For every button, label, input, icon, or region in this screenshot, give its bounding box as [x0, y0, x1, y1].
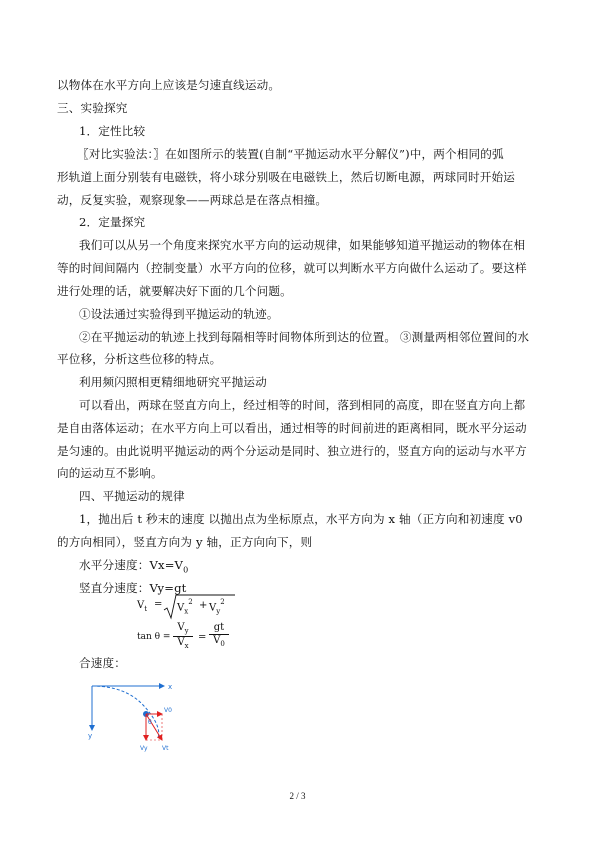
vt-lhs: $V_t$: [137, 600, 148, 613]
paragraph-line: 1，抛出后 t 秒末的速度 以抛出点为坐标原点，水平方向为 x 轴（正方向和初速度 v0: [79, 512, 523, 526]
subsection-heading: 1．定性比较: [79, 124, 146, 138]
tan-frac-2: [209, 622, 229, 648]
tan-frac-1: [173, 622, 193, 650]
vt-term-a: $V_x^2$: [177, 598, 193, 616]
paragraph-line: 合速度：: [79, 656, 126, 670]
vt-term-b: $V_y^2$: [209, 598, 225, 616]
v0-label: V0: [164, 707, 172, 714]
paragraph-line: 动，反复实验，观察现象——两球总是在落点相撞。: [57, 193, 328, 207]
paragraph-line: 等的时间间隔内（控制变量）水平方向的位移，就可以判断水平方向做什么运动了。要这样: [57, 261, 527, 275]
formula-text: x=V: [158, 558, 184, 572]
section-heading: 四、平抛运动的规律: [79, 489, 185, 503]
formula-label: 水平分速度：V: [79, 558, 158, 572]
frac-den: $V_x$: [173, 636, 193, 650]
frac-num: $V_y$: [177, 622, 189, 635]
paragraph-line: 进行处理的话，就要解决好下面的几个问题。: [57, 284, 292, 298]
formula-label: 竖直分速度：V: [79, 581, 158, 595]
section-heading: 三、实验探究: [57, 101, 128, 115]
formula-tan: [137, 622, 247, 656]
paragraph-line: 〖对比实验法：〗在如图所示的装置(自制“平抛运动水平分解仪”)中，两个相同的弧: [77, 147, 504, 161]
paragraph-line: 利用频闪照相更精细地研究平抛运动: [79, 375, 267, 389]
x-label: x: [168, 683, 173, 691]
trajectory-curve: [92, 686, 159, 738]
y-label: y: [88, 732, 93, 740]
formula-vt: [137, 592, 247, 622]
paragraph-line: 是自由落体运动；在水平方向上可以看出，通过相等的时间前进的距离相同，既水平分运动: [57, 421, 527, 435]
paragraph-line: 形轨道上面分别装有电磁铁，将小球分别吸在电磁铁上，然后切断电源，两球同时开始运: [57, 170, 516, 184]
formula-vx: [79, 558, 188, 577]
formula-sub: 0: [183, 565, 189, 575]
paragraph-line: 平位移，分析这些位移的特点。: [57, 352, 222, 366]
projectile-diagram: [86, 678, 196, 758]
paragraph-line: 以物体在水平方向上应该是匀速直线运动。: [57, 78, 281, 92]
tan-lhs: tan θ =: [137, 632, 171, 642]
subsection-heading: 2．定量探究: [79, 215, 146, 229]
formula-text: y=gt: [157, 581, 187, 595]
vt-eq: =: [154, 599, 163, 610]
vy-label: Vy: [140, 745, 148, 752]
page-number: 2 / 3: [289, 791, 306, 801]
paragraph-line: 向的运动互不影响。: [57, 466, 163, 480]
frac-den: $V_0$: [209, 634, 229, 648]
paragraph-line: 可以看出，两球在竖直方向上，经过相等的时间，落到相同的高度，即在竖直方向上都: [79, 398, 526, 412]
vt-arrow: [146, 714, 162, 740]
list-item: ①设法通过实验得到平抛运动的轨迹。: [79, 307, 279, 321]
paragraph-line: 我们可以从另一个角度来探究水平方向的运动规律，如果能够知道平抛运动的物体在相: [79, 238, 526, 252]
paragraph-line: 的方向相同），竖直方向为 y 轴，正方向向下，则: [57, 535, 313, 549]
vt-plus: +: [199, 600, 208, 611]
theta-label: θ: [148, 719, 152, 726]
frac-num: gt: [213, 622, 225, 633]
list-item: ②在平抛运动的轨迹上找到每隔相等时间物体所到达的位置。 ③测量两相邻位置间的水: [79, 330, 530, 344]
paragraph-line: 是匀速的。由此说明平抛运动的两个分运动是同时、独立进行的，竖直方向的运动与水平方: [57, 444, 527, 458]
tan-eq: =: [198, 632, 207, 643]
vt-label: Vt: [162, 745, 169, 752]
